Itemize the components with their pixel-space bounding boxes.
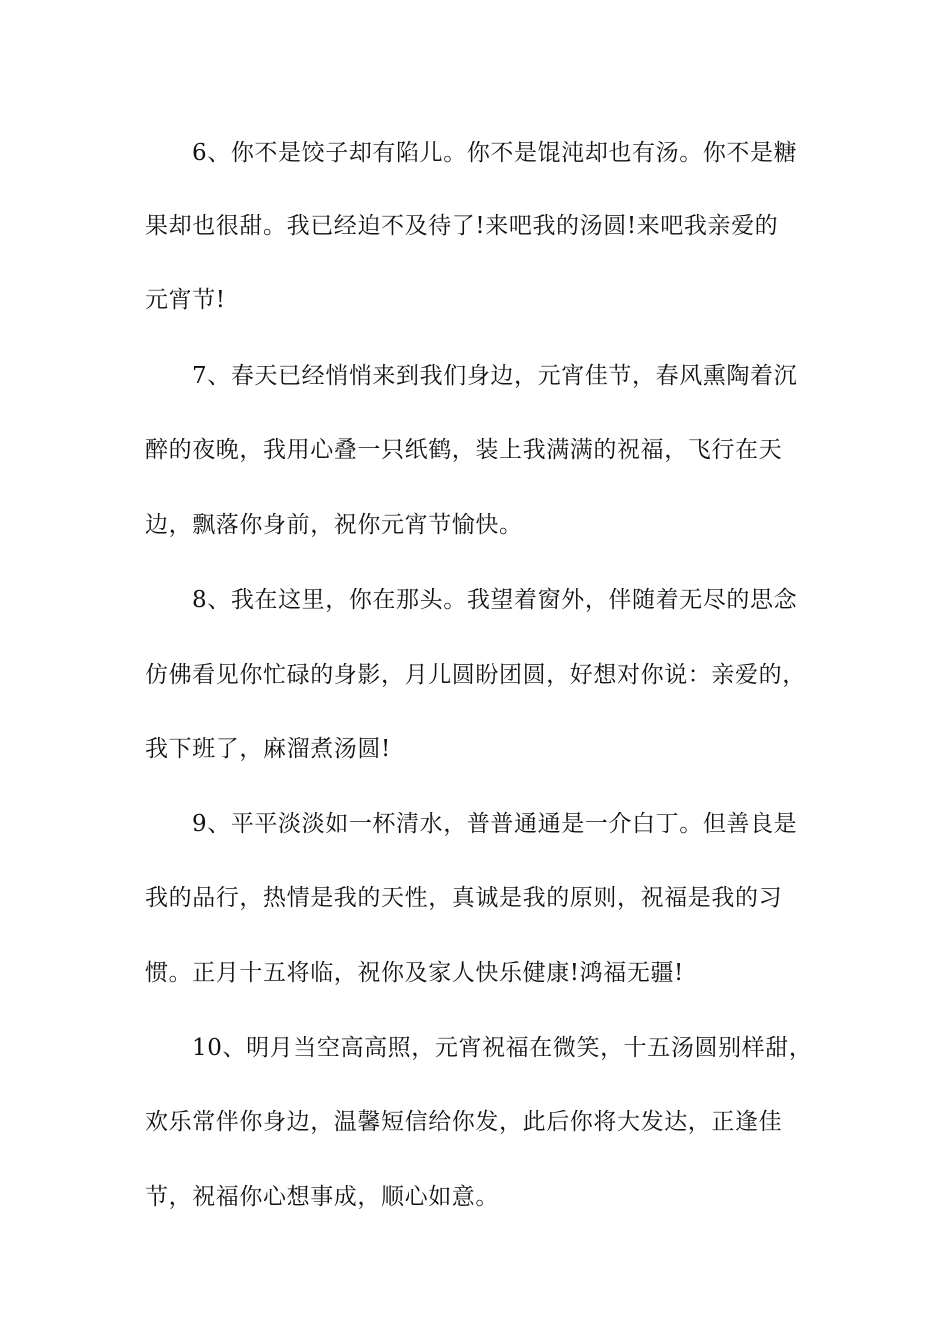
- paragraph-10-line-1: 10、明月当空高高照，元宵祝福在微笑，十五汤圆别样甜，: [192, 1035, 813, 1061]
- paragraph-8-line-1: 8、我在这里，你在那头。我望着窗外，伴随着无尽的思念: [192, 587, 798, 613]
- paragraph-7-line-1: 7、春天已经悄悄来到我们身边，元宵佳节，春风熏陶着沉: [192, 363, 798, 389]
- paragraph-10-line-2: 欢乐常伴你身边，温馨短信给你发，此后你将大发达，正逢佳: [145, 1109, 783, 1135]
- paragraph-9-line-2: 我的品行，热情是我的天性，真诚是我的原则，祝福是我的习: [145, 885, 783, 911]
- paragraph-6-line-2: 果却也很甜。我已经迫不及待了!来吧我的汤圆!来吧我亲爱的: [145, 213, 779, 239]
- paragraph-8-line-2: 仿佛看见你忙碌的身影，月儿圆盼团圆，好想对你说：亲爱的，: [145, 662, 806, 688]
- paragraph-7-line-2: 醉的夜晚，我用心叠一只纸鹤，装上我满满的祝福，飞行在天: [145, 437, 783, 463]
- paragraph-9-line-3: 惯。正月十五将临，祝你及家人快乐健康!鸿福无疆!: [145, 960, 684, 986]
- paragraph-6-line-3: 元宵节!: [145, 287, 226, 313]
- paragraph-10-line-3: 节，祝福你心想事成，顺心如意。: [145, 1184, 499, 1210]
- paragraph-7-line-3: 边，飘落你身前，祝你元宵节愉快。: [145, 512, 523, 538]
- paragraph-9-line-1: 9、平平淡淡如一杯清水，普普通通是一介白丁。但善良是: [192, 811, 798, 837]
- paragraph-6-line-1: 6、你不是饺子却有陷儿。你不是馄沌却也有汤。你不是糖: [192, 140, 798, 166]
- paragraph-8-line-3: 我下班了，麻溜煮汤圆!: [145, 736, 391, 762]
